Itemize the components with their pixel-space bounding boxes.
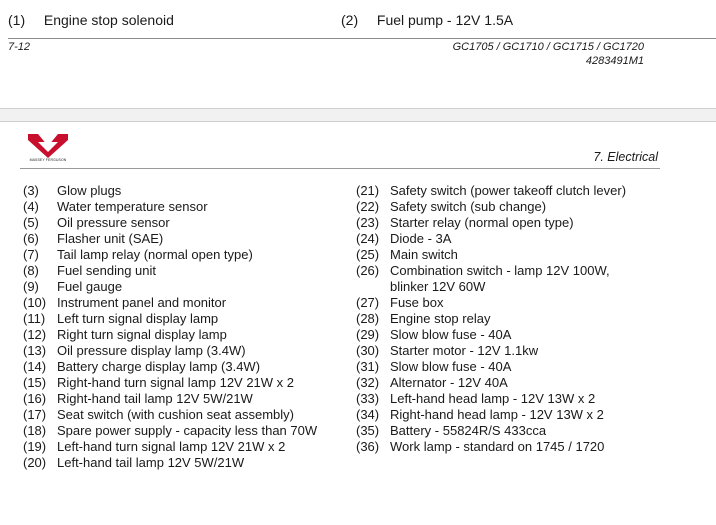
- section-divider: [20, 168, 660, 169]
- list-item: [23, 359, 317, 375]
- list-item: [23, 391, 317, 407]
- list-item: [356, 359, 626, 375]
- item-number: (17): [23, 407, 47, 422]
- item-text: Right-hand tail lamp 12V 5W/21W: [57, 391, 253, 406]
- item-number: (8): [23, 263, 39, 278]
- item-number: (16): [23, 391, 47, 406]
- item-text: Alternator - 12V 40A: [390, 375, 508, 390]
- item-text: Water temperature sensor: [57, 199, 208, 214]
- item-number: (5): [23, 215, 39, 230]
- item-number: (12): [23, 327, 47, 342]
- item-text: Left turn signal display lamp: [57, 311, 219, 326]
- item-text: Left-hand head lamp - 12V 13W x 2: [390, 391, 596, 406]
- item-number: (23): [356, 215, 380, 230]
- item-text: Left-hand tail lamp 12V 5W/21W: [57, 455, 245, 470]
- list-item: [356, 311, 626, 327]
- legend-list-left: [23, 183, 317, 471]
- item-number: (36): [356, 439, 380, 454]
- item-text: Main switch: [390, 247, 458, 262]
- item-number: (26): [356, 263, 380, 278]
- item-number: (29): [356, 327, 380, 342]
- item-text: Glow plugs: [57, 183, 122, 198]
- item-number: (1): [8, 12, 26, 28]
- item-number: (32): [356, 375, 380, 390]
- item-number: (19): [23, 439, 47, 454]
- page-break: [0, 108, 716, 122]
- item-text: Seat switch (with cushion seat assembly): [57, 407, 294, 422]
- list-item: [356, 215, 626, 231]
- item-number: (7): [23, 247, 39, 262]
- list-item: [356, 391, 626, 407]
- list-item: [23, 343, 317, 359]
- list-item: [356, 247, 626, 263]
- item-number: (24): [356, 231, 380, 246]
- list-item: [23, 183, 317, 199]
- item-text: Battery charge display lamp (3.4W): [57, 359, 261, 374]
- item-number: (15): [23, 375, 47, 390]
- list-item: [23, 423, 317, 439]
- list-item: [23, 215, 317, 231]
- item-number: (33): [356, 391, 380, 406]
- item-text: Left-hand turn signal lamp 12V 21W x 2: [57, 439, 286, 454]
- list-item: [23, 311, 317, 327]
- part-number: 4283491M1: [585, 55, 644, 67]
- item-text: Engine stop solenoid: [43, 12, 174, 28]
- item-number: (3): [23, 183, 39, 198]
- item-number: (14): [23, 359, 47, 374]
- item-number: (21): [356, 183, 380, 198]
- list-item: [23, 327, 317, 343]
- item-text: Slow blow fuse - 40A: [390, 327, 512, 342]
- item-number: (13): [23, 343, 47, 358]
- legend-item-top-2: [341, 12, 513, 28]
- list-item: [23, 439, 317, 455]
- item-text: Oil pressure display lamp (3.4W): [57, 343, 246, 358]
- item-number: (30): [356, 343, 380, 358]
- item-number: (18): [23, 423, 47, 438]
- item-text: Fuel sending unit: [57, 263, 157, 278]
- list-item: [356, 423, 626, 439]
- item-text: Fuse box: [390, 295, 444, 310]
- item-text: Right-hand turn signal lamp 12V 21W x 2: [57, 375, 295, 390]
- item-number: (2): [341, 12, 359, 28]
- item-text: Right-hand head lamp - 12V 13W x 2: [390, 407, 604, 422]
- legend-item-top-1: [8, 12, 174, 28]
- list-item: [356, 183, 626, 199]
- item-number: (20): [23, 455, 47, 470]
- legend-list-right: [356, 183, 626, 455]
- item-text: Engine stop relay: [390, 311, 491, 326]
- list-item: [23, 279, 317, 295]
- list-item: [23, 455, 317, 471]
- item-number: (22): [356, 199, 380, 214]
- logo-wordmark: MASSEY FERGUSON: [29, 158, 67, 162]
- item-text: Battery - 55824R/S 433cca: [390, 423, 547, 438]
- list-item: [23, 247, 317, 263]
- item-number: (10): [23, 295, 47, 310]
- item-text: Flasher unit (SAE): [57, 231, 164, 246]
- item-text: Instrument panel and monitor: [57, 295, 227, 310]
- list-item: [356, 295, 626, 311]
- list-item: [356, 263, 626, 295]
- item-number: (9): [23, 279, 39, 294]
- item-number: (28): [356, 311, 380, 326]
- list-item: [23, 375, 317, 391]
- list-item: [23, 231, 317, 247]
- item-text: Work lamp - standard on 1745 / 1720: [390, 439, 605, 454]
- list-item: [23, 199, 317, 215]
- list-item: [356, 199, 626, 215]
- item-text: Safety switch (sub change): [390, 199, 547, 214]
- item-number: (4): [23, 199, 39, 214]
- item-number: (6): [23, 231, 39, 246]
- item-text: Safety switch (power takeoff clutch lever): [390, 183, 627, 198]
- model-list: GC1705 / GC1710 / GC1715 / GC1720: [452, 41, 644, 53]
- item-text: Fuel gauge: [57, 279, 123, 294]
- list-item: [23, 263, 317, 279]
- list-item: [356, 375, 626, 391]
- item-number: (34): [356, 407, 380, 422]
- list-item: [356, 439, 626, 455]
- item-text: Oil pressure sensor: [57, 215, 170, 230]
- item-number: (27): [356, 295, 380, 310]
- item-text: Starter relay (normal open type): [390, 215, 574, 230]
- item-text: Starter motor - 12V 1.1kw: [390, 343, 539, 358]
- item-text: Spare power supply - capacity less than 70W: [57, 423, 318, 438]
- item-text: Fuel pump - 12V 1.5A: [376, 12, 514, 28]
- item-text: Diode - 3A: [390, 231, 452, 246]
- item-number: (25): [356, 247, 380, 262]
- list-item: [23, 407, 317, 423]
- item-text: Tail lamp relay (normal open type): [57, 247, 253, 262]
- header-divider: [8, 38, 716, 39]
- item-text: Combination switch - lamp 12V 100W, blinker 12V 60W: [390, 263, 610, 294]
- list-item: [356, 343, 626, 359]
- page-number: 7-12: [8, 41, 31, 53]
- list-item: [356, 407, 626, 423]
- list-item: [23, 295, 317, 311]
- item-number: (31): [356, 359, 380, 374]
- item-number: (11): [23, 311, 46, 326]
- list-item: [356, 327, 626, 343]
- list-item: [356, 231, 626, 247]
- item-text: Slow blow fuse - 40A: [390, 359, 512, 374]
- item-text: Right turn signal display lamp: [57, 327, 227, 342]
- section-title: 7. Electrical: [593, 150, 658, 164]
- item-number: (35): [356, 423, 380, 438]
